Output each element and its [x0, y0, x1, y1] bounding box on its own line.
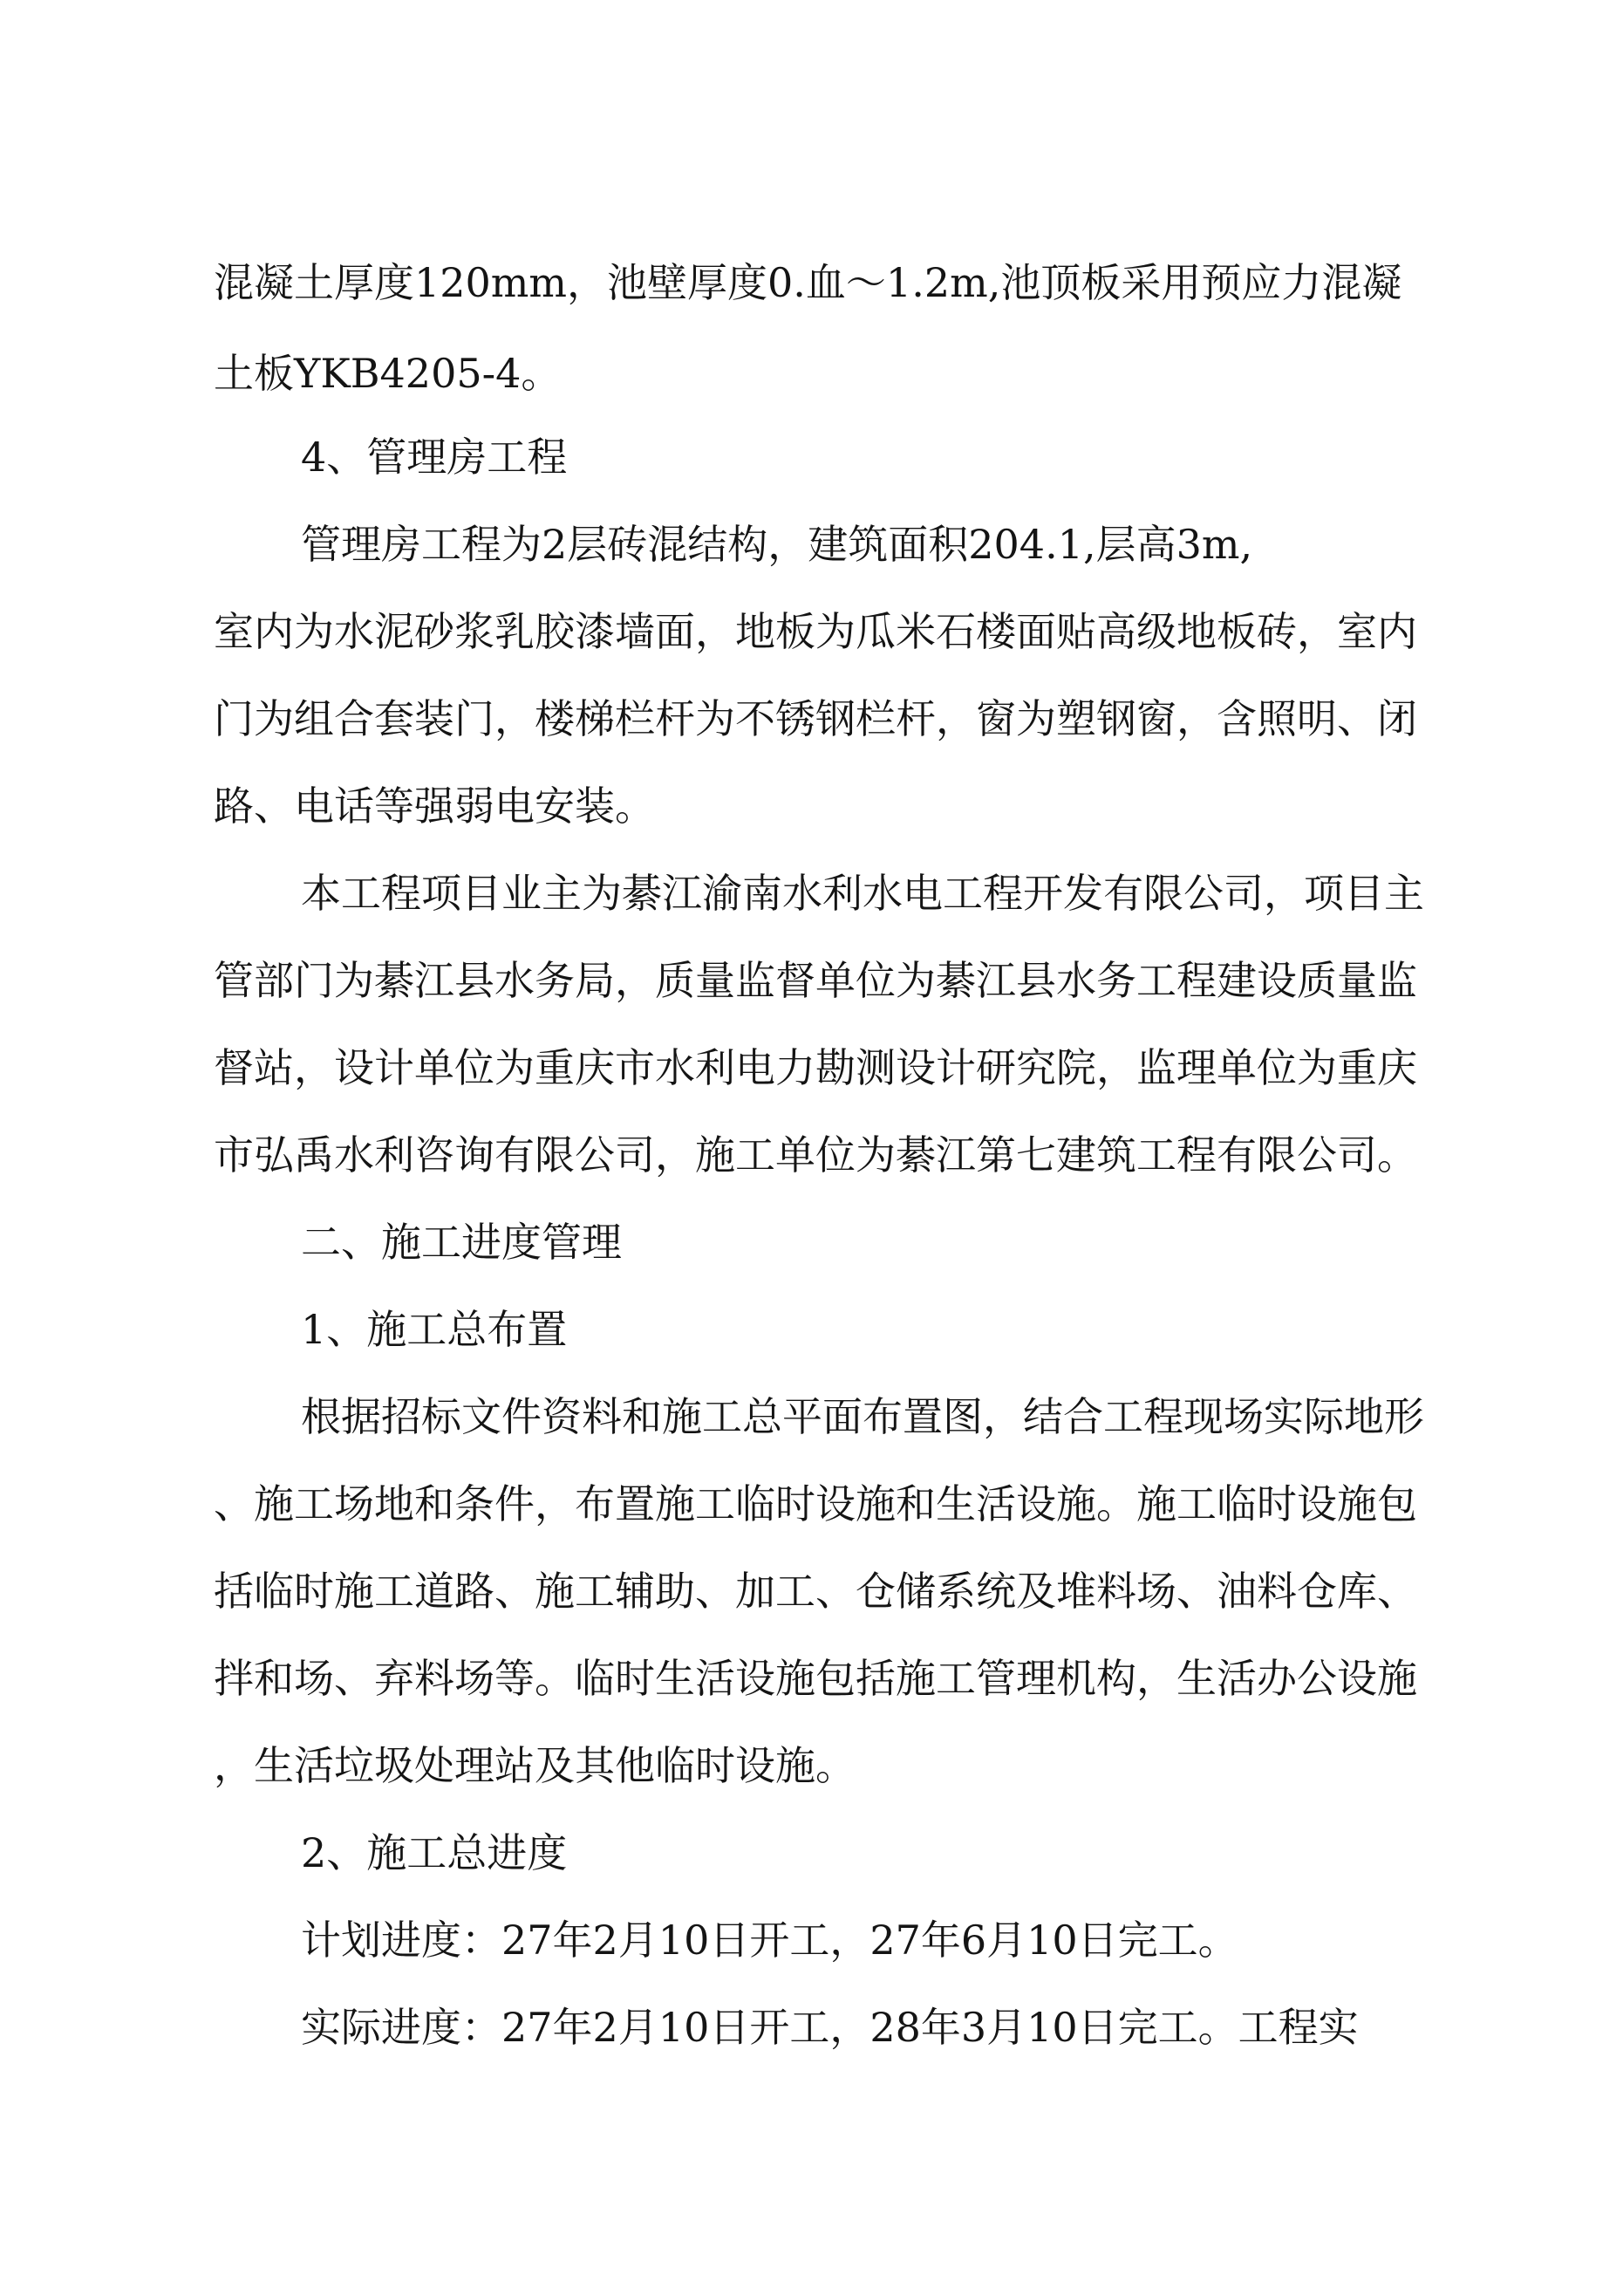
paragraph-line: ，生活垃圾处理站及其他临时设施。	[214, 1742, 856, 1789]
paragraph-line: 本工程项目业主为綦江渝南水利水电工程开发有限公司，项目主	[301, 870, 1424, 917]
paragraph-line: 门为组合套装门，楼梯栏杆为不锈钢栏杆，窗为塑钢窗，含照明、闭	[214, 695, 1417, 742]
section-heading: 二、施工进度管理	[301, 1219, 622, 1266]
paragraph-line: 根据招标文件资料和施工总平面布置图，结合工程现场实际地形	[301, 1393, 1424, 1440]
paragraph-line: 室内为水泥砂浆乳胶漆墙面，地板为瓜米石楼面贴高级地板砖，室内	[214, 608, 1417, 655]
paragraph-line: 、施工场地和条件，布置施工临时设施和生活设施。施工临时设施包	[214, 1480, 1417, 1527]
paragraph-line: 土板YKB4205-4。	[214, 350, 562, 397]
paragraph-line: 拌和场、弃料场等。临时生活设施包括施工管理机构，生活办公设施	[214, 1655, 1417, 1702]
paragraph-line: 督站，设计单位为重庆市水利电力勘测设计研究院，监理单位为重庆	[214, 1044, 1417, 1091]
paragraph-line: 路、电话等强弱电安装。	[214, 782, 655, 830]
paragraph-line: 市弘禹水利咨询有限公司，施工单位为綦江第七建筑工程有限公司。	[214, 1131, 1417, 1179]
paragraph-line: 混凝土厚度120mm，池壁厚度0.血〜1.2m,池顶板采用预应力混凝	[214, 259, 1402, 306]
paragraph-line: 管理房工程为2层砖混结构，建筑面积204.1,层高3m,	[301, 521, 1253, 568]
section-heading: 4、管理房工程	[301, 434, 568, 481]
paragraph-line: 实际进度：27年2月10日开工，28年3月10日完工。工程实	[301, 2004, 1359, 2051]
paragraph-line: 管部门为綦江县水务局，质量监督单位为綦江县水务工程建设质量监	[214, 957, 1417, 1004]
section-heading: 2、施工总进度	[301, 1829, 568, 1876]
paragraph-line: 计划进度：27年2月10日开工，27年6月10日完工。	[301, 1917, 1238, 1964]
paragraph-line: 括临时施工道路、施工辅助、加工、仓储系统及堆料场、油料仓库、	[214, 1568, 1417, 1615]
section-heading: 1、施工总布置	[301, 1306, 568, 1353]
